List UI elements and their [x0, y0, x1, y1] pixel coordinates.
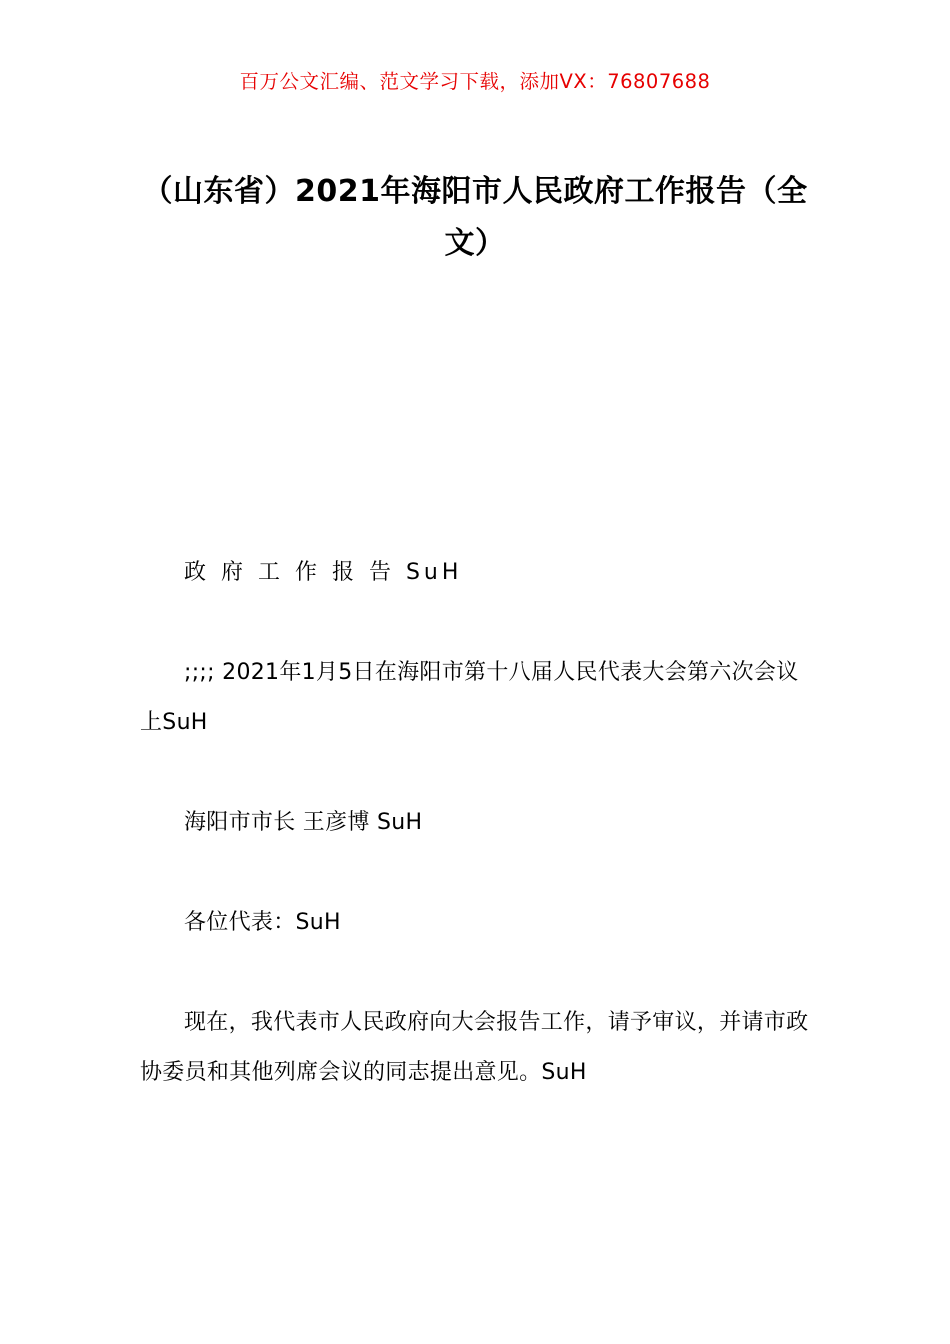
- page-title: （山东省）2021年海阳市人民政府工作报告（全文）: [142, 174, 808, 262]
- paragraph-meeting-info: ;;;; 2021年1月5日在海阳市第十八届人民代表大会第六次会议上SuH: [140, 660, 799, 735]
- paragraph-speaker: 海阳市市长 王彦博 SuH: [184, 810, 423, 835]
- advertisement-banner: 百万公文汇编、范文学习下载，添加VX：76807688: [239, 70, 711, 93]
- paragraph-opening: 现在，我代表市人民政府向大会报告工作，请予审议，并请市政协委员和其他列席会议的同志提出意见。SuH: [140, 1010, 809, 1085]
- paragraph-salutation: 各位代表：SuH: [184, 910, 341, 935]
- paragraph-report-heading: 政 府 工 作 报 告 SuH: [184, 560, 463, 585]
